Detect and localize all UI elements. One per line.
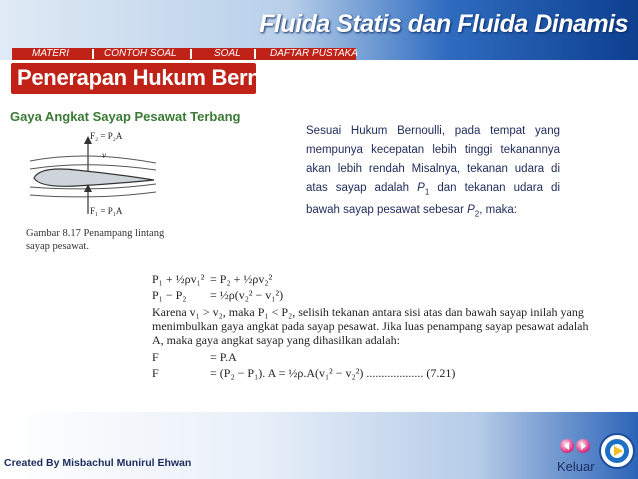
section-title: Gaya Angkat Sayap Pesawat Terbang: [10, 109, 241, 124]
next-button[interactable]: [576, 439, 590, 453]
top-menu: [12, 48, 356, 60]
university-logo-icon: [598, 432, 636, 470]
page-title-box: [11, 63, 305, 94]
menu-divider: [254, 49, 256, 59]
exit-button[interactable]: Keluar: [557, 459, 595, 474]
triangle-left-icon: [562, 441, 572, 451]
streamline: [30, 192, 156, 197]
figure-caption: Gambar 8.17 Penampang lintang sayap pesawat.: [26, 228, 165, 252]
menu-divider: [92, 49, 94, 59]
equation-row: F = (P₂ − P₁). A = ½ρ.A(v₁² − v₂²) ................... (7.21): [152, 366, 456, 380]
force-label-bottom: F₁ = P₁A: [90, 206, 123, 216]
page-title: Penerapan Hukum Bernoulli: [17, 65, 305, 90]
app-title: Fluida Statis dan Fluida Dinamis: [259, 10, 628, 38]
wing-airfoil: [34, 169, 154, 186]
equation-row: F = P.A: [152, 350, 237, 364]
equation-row: P₁ − P₂ = ½ρ(v₂² − v₁²): [152, 288, 284, 302]
triangle-right-icon: [578, 441, 588, 451]
prev-button[interactable]: [560, 439, 574, 453]
menu-divider: [190, 49, 192, 59]
formula-block: [152, 271, 592, 381]
menu-materi[interactable]: MATERI: [32, 48, 70, 59]
force-label-top: F₂ = P₂A: [90, 131, 123, 141]
author-credit: Created By Misbachul Munirul Ehwan: [4, 457, 192, 469]
velocity-label: v: [102, 150, 106, 160]
equation-row: P₁ + ½ρv₁² = P₂ + ½ρv₂²: [152, 272, 273, 286]
menu-daftar-pustaka[interactable]: DAFTAR PUSTAKA: [270, 48, 358, 59]
menu-soal[interactable]: SOAL: [214, 48, 241, 59]
streamline: [30, 156, 156, 163]
menu-contoh-soal[interactable]: CONTOH SOAL: [104, 48, 177, 59]
explanation-paragraph: Karena v₁ > v₂, maka P₁ < P₂, selisih tekanan antara sisi atas dan bawah sayap inilah yang menimbulkan gaya angkat pada sayap pesawat. Jika luas penampang sayap pesawat adalah A, maka gaya angkat sayap yang dihasilkan adalah:: [152, 305, 589, 347]
description-text: Sesuai Hukum Bernoulli, pada tempat yang mempunya kecepatan lebih tinggi tekanannya akan lebih rendah Misalnya, tekanan udara di atas sayap adalah $P_1$ dan tekanan udara di bawah sayap pesawat sebesar $P_2$, maka:: [306, 125, 561, 219]
